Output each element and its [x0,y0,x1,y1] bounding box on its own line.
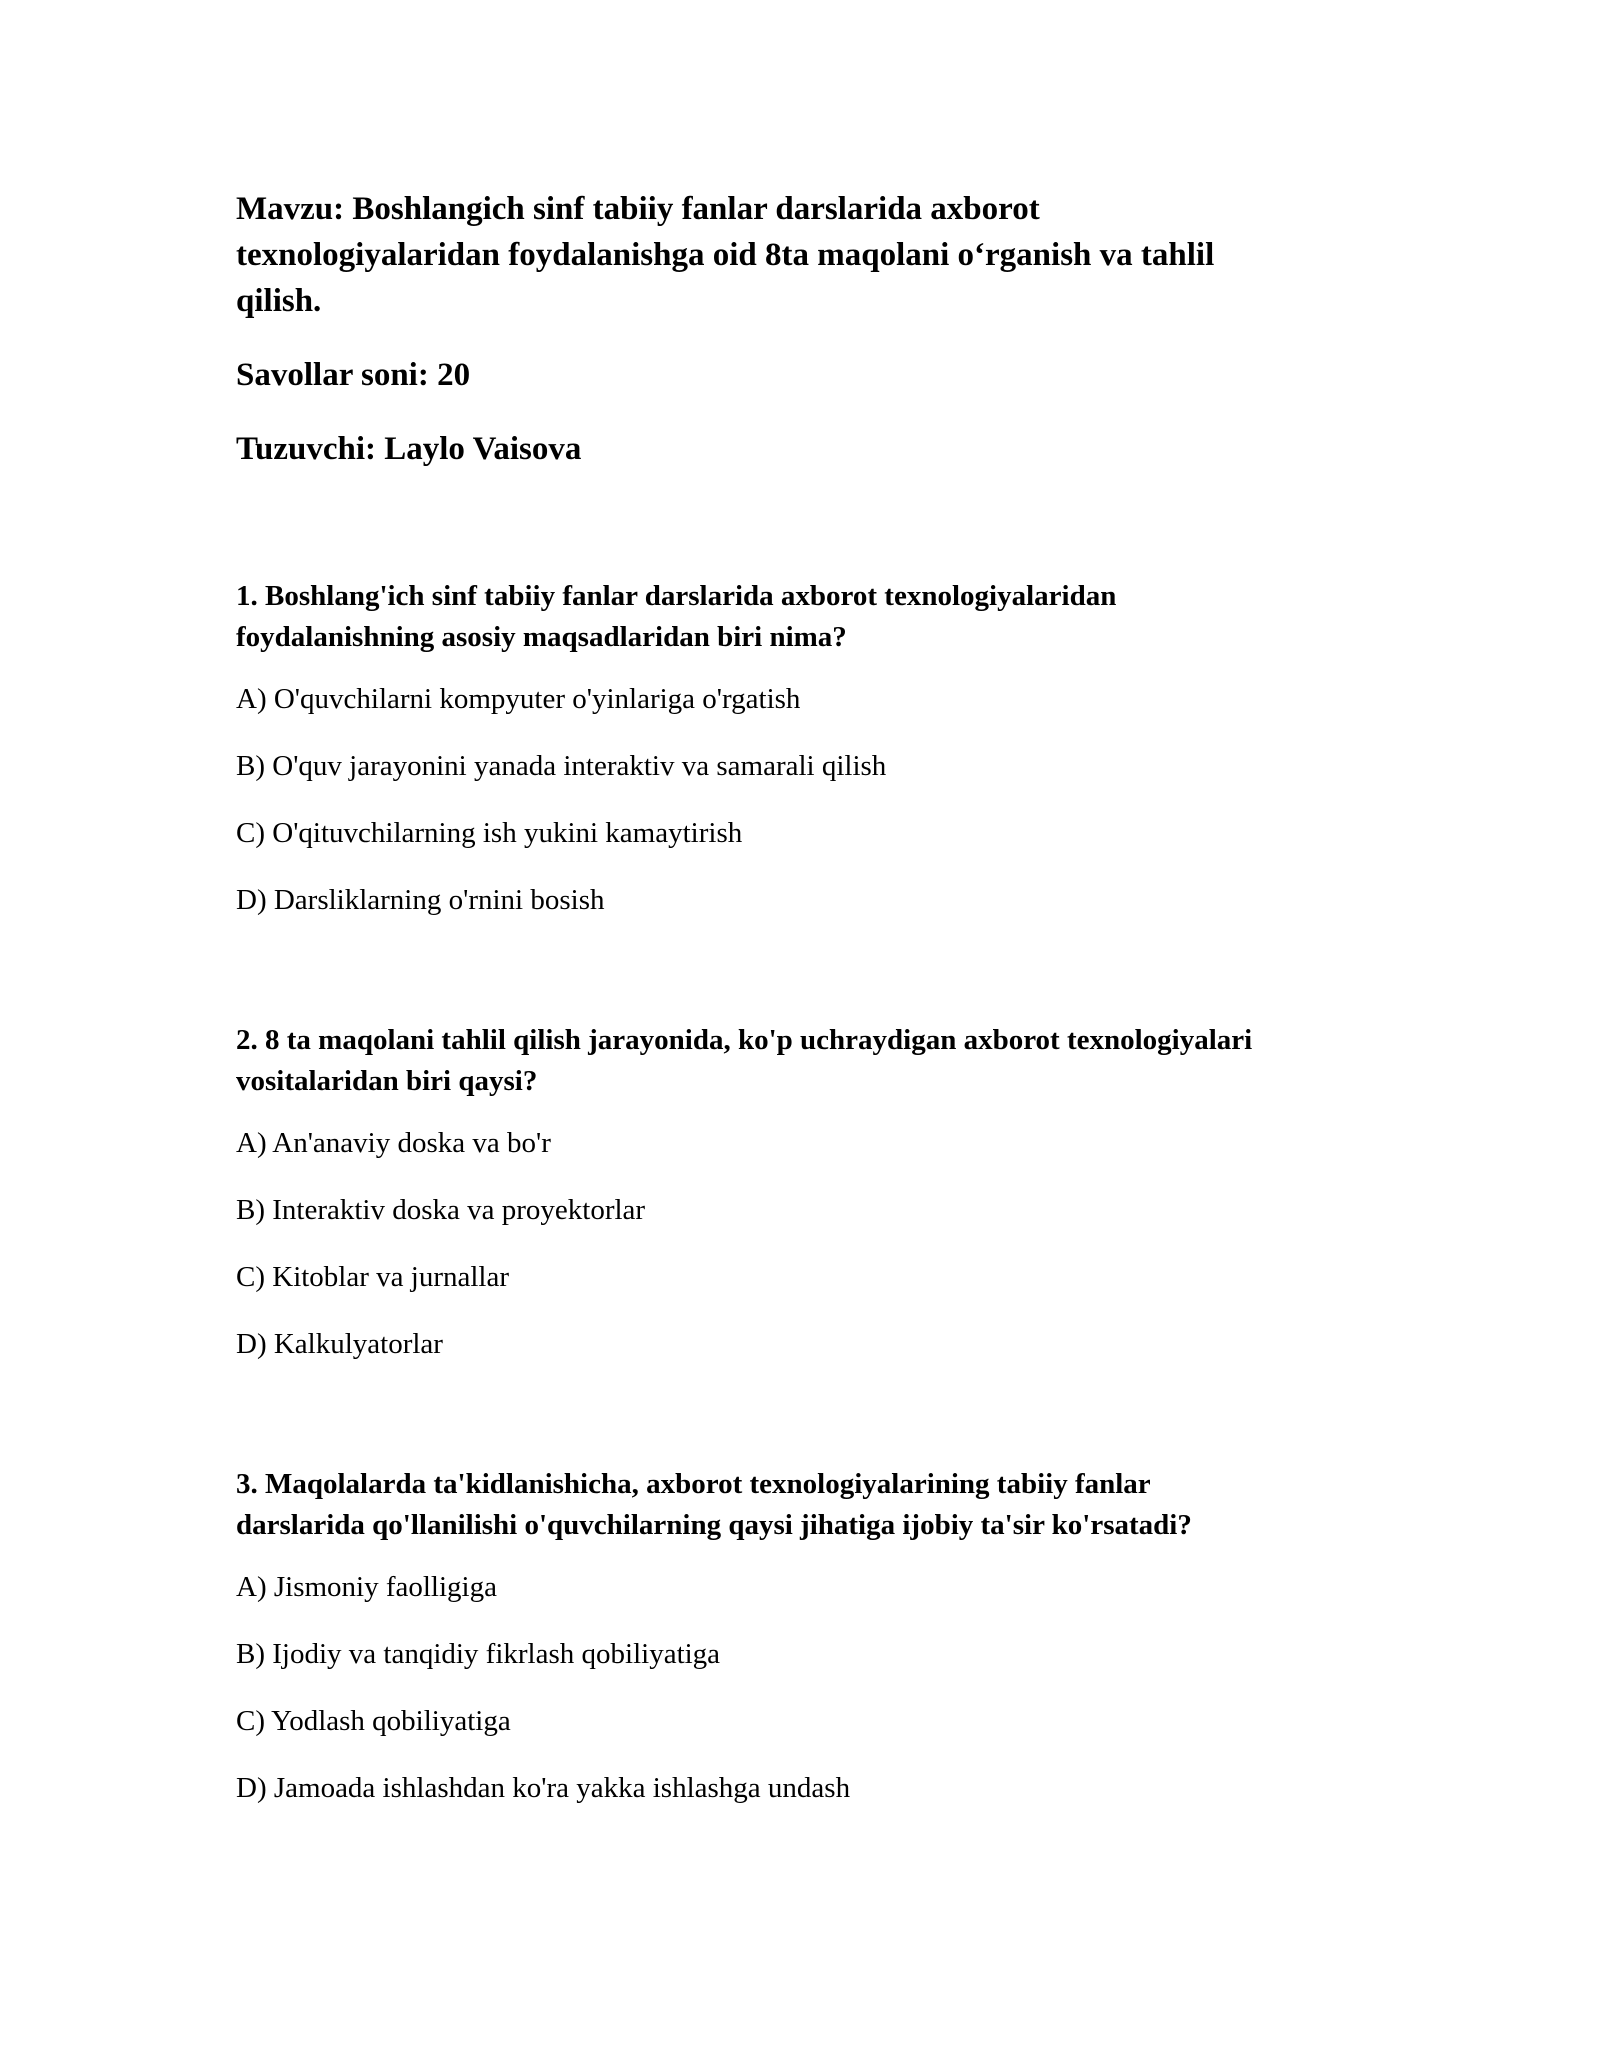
question-block-2 [236,1020,1366,1360]
answer-option-a: A) An'anaviy doska va bo'r [236,1127,551,1159]
question-block-1 [236,576,1366,916]
question-text [236,1020,1366,1102]
answer-option-d: D) Jamoada ishlashdan ko'ra yakka ishlashga undash [236,1772,851,1804]
question-text [236,576,1366,658]
question-line: 2. 8 ta maqolani tahlil qilish jarayonida, ko'p uchraydigan axborot texnologiyalari [236,1024,1253,1056]
question-line: vositalaridan biri qaysi? [236,1065,538,1097]
answer-option-b: B) O'quv jarayonini yanada interaktiv va samarali qilish [236,750,887,782]
question-line: foydalanishning asosiy maqsadlaridan biri nima? [236,621,847,653]
title-line: qilish. [236,283,322,319]
answer-option-d: D) Kalkulyatorlar [236,1328,443,1360]
question-block-3 [236,1464,1366,1804]
title-line: texnologiyalaridan foydalanishga oid 8ta maqolani oʻrganish va tahlil [236,237,1215,273]
question-line: darslarida qo'llanilishi o'quvchilarning qaysi jihatiga ijobiy ta'sir ko'rsatadi? [236,1509,1192,1541]
title-line: Mavzu: Boshlangich sinf tabiiy fanlar darslarida axborot [236,191,1040,227]
question-line: 1. Boshlang'ich sinf tabiiy fanlar darslarida axborot texnologiyalaridan [236,580,1117,612]
document-page [236,186,1366,1804]
answer-option-a: A) Jismoniy faolligiga [236,1571,497,1603]
answer-option-c: C) Kitoblar va jurnallar [236,1261,509,1293]
answer-option-a: A) O'quvchilarni kompyuter o'yinlariga o'rgatish [236,683,801,715]
document-title [236,186,1366,324]
question-line: 3. Maqolalarda ta'kidlanishicha, axborot texnologiyalarining tabiiy fanlar [236,1468,1151,1500]
answer-option-c: C) Yodlash qobiliyatiga [236,1705,511,1737]
answer-option-c: C) O'qituvchilarning ish yukini kamaytirish [236,817,743,849]
answer-option-d: D) Darsliklarning o'rnini bosish [236,884,605,916]
question-text [236,1464,1366,1546]
answer-option-b: B) Ijodiy va tanqidiy fikrlash qobiliyatiga [236,1638,721,1670]
answer-option-b: B) Interaktiv doska va proyektorlar [236,1194,646,1226]
author: Tuzuvchi: Laylo Vaisova [236,431,582,467]
question-count: Savollar soni: 20 [236,357,471,393]
